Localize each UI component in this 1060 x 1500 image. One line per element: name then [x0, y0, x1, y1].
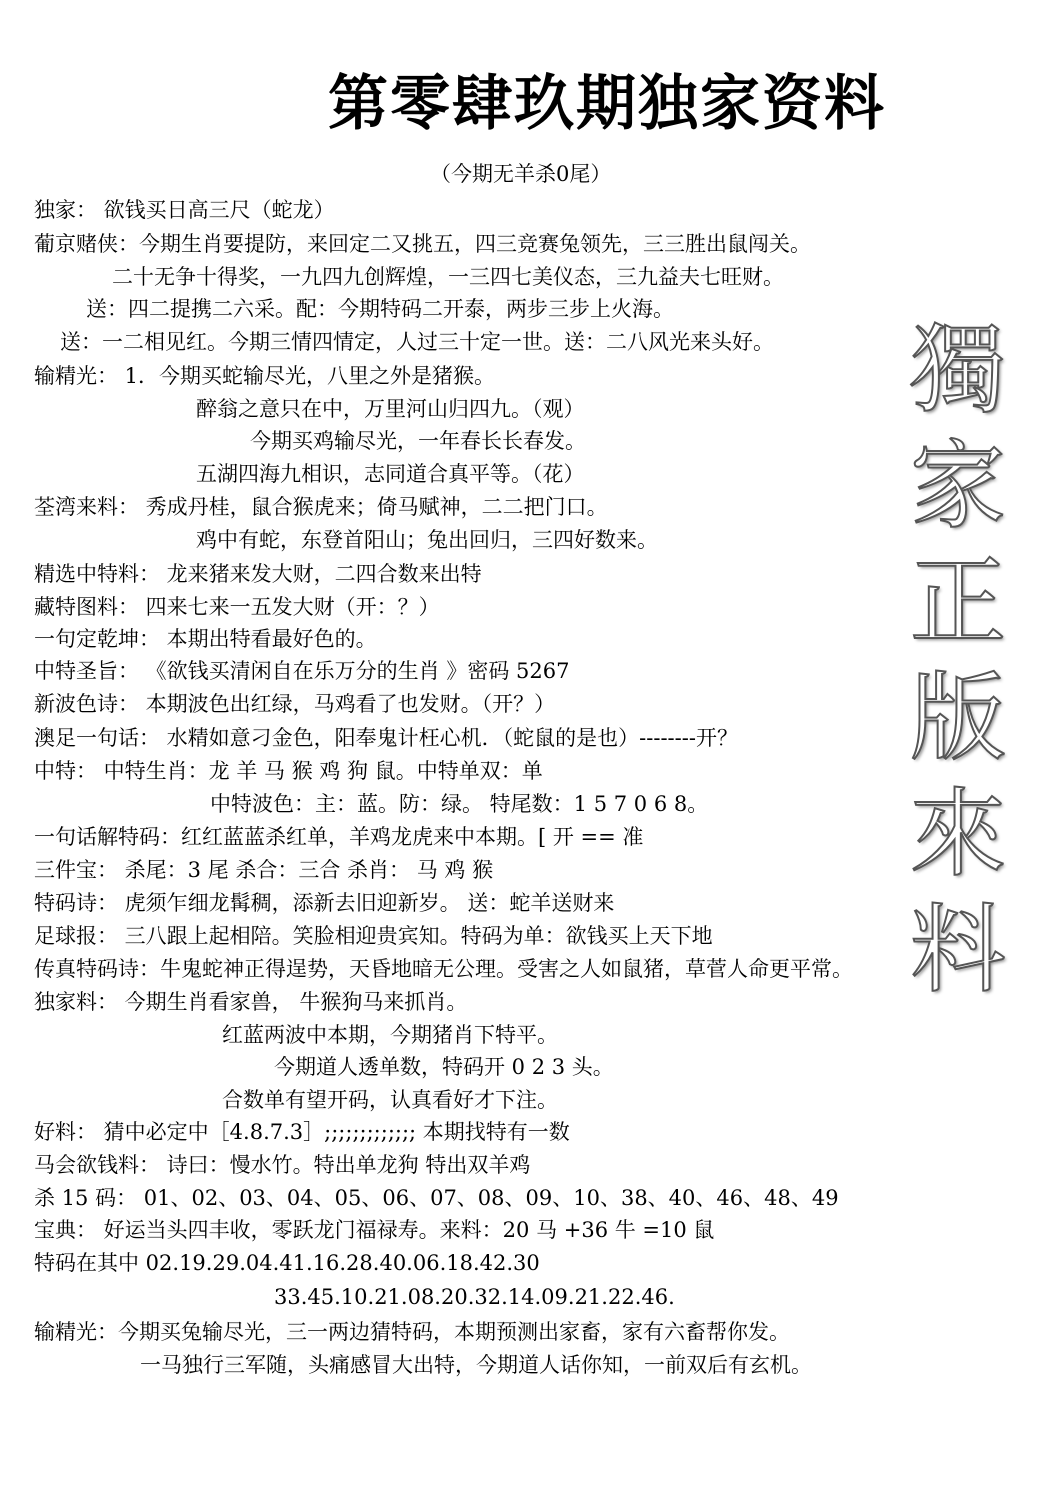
line-kill-15: 杀 15 码： 01、02、03、04、05、06、07、08、09、10、38、40、46、48、49 [34, 1186, 839, 1210]
line-lose-all-4: 五湖四海九相识，志同道合真平等。（花） [196, 462, 585, 486]
line-three-treasures: 三件宝： 杀尾：3 尾 杀合：三合 杀肖： 马 鸡 猴 [34, 858, 494, 882]
line-lose-all: 输精光： 1．今期买蛇输尽光，八里之外是猪猴。 [34, 364, 496, 388]
watermark-char: 料 [910, 894, 1006, 1006]
line-putai-3: 送：四二提携二六采。配：今期特码二开泰，两步三步上火海。 [86, 297, 674, 321]
line-exclusive-material-3: 今期道人透单数，特码开 0 2 3 头。 [274, 1055, 614, 1079]
line-code-poem: 特码诗： 虎须乍细龙髯稠，添新去旧迎新岁。 送：蛇羊送财来 [34, 891, 615, 915]
watermark-char: 家 [910, 430, 1006, 542]
line-exclusive-material-4: 合数单有望开码，认真看好才下注。 [222, 1088, 558, 1112]
watermark-char: 來 [910, 778, 1006, 890]
line-tsuen-wan-2: 鸡中有蛇，东登首阳山；兔出回归，三四好数来。 [196, 528, 658, 552]
line-macau-football: 澳足一句话： 水精如意刁金色，阳奉鬼计枉心机．（蛇鼠的是也）--------开？ [34, 726, 738, 750]
line-special-2: 中特波色：主：蓝。防：绿。 特尾数：1 5 7 0 6 8。 [210, 792, 709, 816]
line-tsuen-wan: 荃湾来料： 秀成丹桂，鼠合猴虎来；倚马赋神，二二把门口。 [34, 495, 608, 519]
subtitle: （今期无羊杀0尾） [430, 162, 612, 186]
watermark-char: 版 [910, 662, 1006, 774]
line-selected: 精选中特料： 龙来猪来发大财，二四合数来出特 [34, 562, 482, 586]
watermark-char: 正 [910, 546, 1006, 658]
line-code-within: 特码在其中 02.19.29.04.41.16.28.40.06.18.42.30 [34, 1251, 540, 1275]
line-one-sentence: 一句定乾坤： 本期出特看最好色的。 [34, 627, 377, 651]
line-football-news: 足球报： 三八跟上起相陪。笑脸相迎贵宾知。特码为单：欲钱买上天下地 [34, 924, 713, 948]
line-lose-all-rabbit-2: 一马独行三军随，头痛感冒大出特，今期道人话你知，一前双后有玄机。 [140, 1353, 812, 1377]
line-putai-2: 二十无争十得奖，一九四九创辉煌，一三四七美仪态，三九益夫七旺财。 [112, 265, 784, 289]
line-putai: 葡京赌侠：今期生肖要提防，来回定二又挑五，四三竞赛兔领先，三三胜出鼠闯关。 [34, 232, 811, 256]
line-good-material: 好料： 猜中必定中［4.8.7.3］;;;;;;;;;;;;; 本期找特有一数 [34, 1120, 570, 1144]
line-putai-4: 送：一二相见红。今期三情四情定，人过三十定一世。送：二八风光来头好。 [60, 330, 774, 354]
line-exclusive: 独家： 欲钱买日高三尺（蛇龙） [34, 198, 335, 222]
line-wave-poem: 新波色诗： 本期波色出红绿，马鸡看了也发财。（开？） [34, 692, 556, 716]
line-lose-all-rabbit: 输精光：今期买兔输尽光，三一两边猜特码，本期预测出家畜，家有六畜帮你发。 [34, 1320, 790, 1344]
watermark-side-text [898, 312, 1018, 1008]
line-fax-poem: 传真特码诗：牛鬼蛇神正得逞势，天昏地暗无公理。受害之人如鼠猪，草菅人命更平常。 [34, 957, 853, 981]
line-special: 中特： 中特生肖：龙 羊 马 猴 鸡 狗 鼠。中特单双：单 [34, 759, 543, 783]
line-lose-all-3: 今期买鸡输尽光，一年春长长春发。 [250, 429, 586, 453]
line-exclusive-material: 独家料： 今期生肖看家兽， 牛猴狗马来抓肖。 [34, 990, 468, 1014]
line-exclusive-material-2: 红蓝两波中本期，今期猪肖下特平。 [222, 1023, 558, 1047]
watermark-char: 獨 [910, 314, 1006, 426]
line-hidden-special: 藏特图料： 四来七来一五发大财（开：？） [34, 595, 440, 619]
line-decode: 一句话解特码：红红蓝蓝杀红单，羊鸡龙虎来中本期。[ 开 == 准 [34, 825, 644, 849]
line-lose-all-2: 醉翁之意只在中，万里河山归四九。（观） [196, 397, 585, 421]
line-treasure-book: 宝典： 好运当头四丰收，零跃龙门福禄寿。来料：20 马 +36 牛 =10 鼠 [34, 1218, 715, 1242]
line-decree: 中特圣旨： 《欲钱买清闲自在乐万分的生肖 》密码 5267 [34, 659, 570, 683]
page-title: 第零肆玖期独家资料 [328, 69, 886, 139]
line-code-within-2: 33.45.10.21.08.20.32.14.09.21.22.46. [274, 1285, 675, 1309]
line-jockey-club: 马会欲钱料： 诗曰：慢水竹。特出单龙狗 特出双羊鸡 [34, 1153, 531, 1177]
